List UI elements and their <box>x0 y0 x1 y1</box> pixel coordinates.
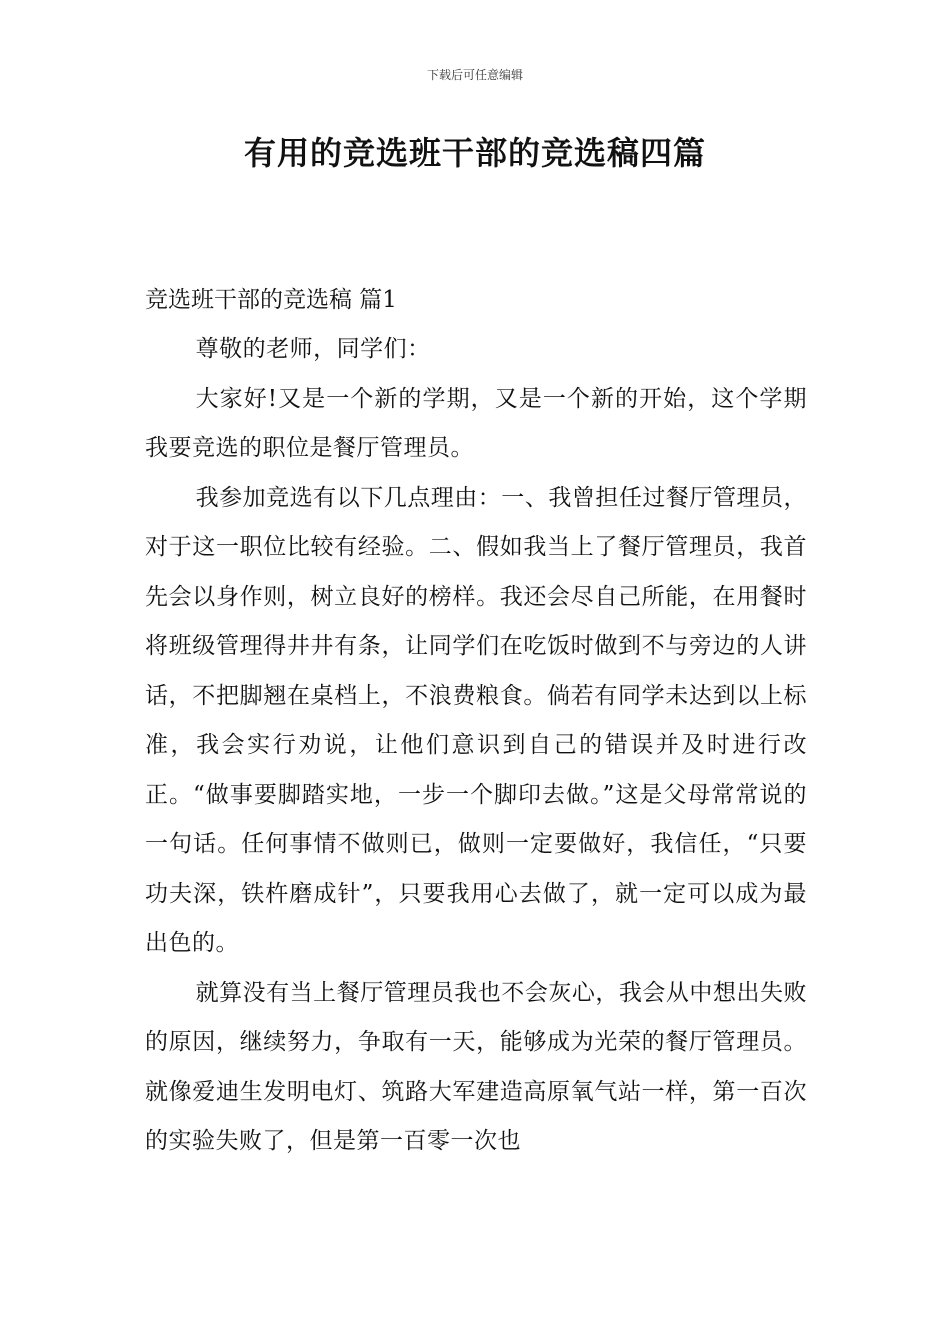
paragraph-greeting: 大家好!又是一个新的学期，又是一个新的开始，这个学期我要竞选的职位是餐厅管理员。 <box>145 385 807 461</box>
document-title: 有用的竞选班干部的竞选稿四篇 <box>243 134 706 172</box>
paragraph-perseverance: 就算没有当上餐厅管理员我也不会灰心，我会从中想出失败的原因，继续努力，争取有一天，能够成为光荣的餐厅管理员。就像爱迪生发明电灯、筑路大军建造高原氧气站一样，第一百次的实验失败了，但是第一百零一次也 <box>145 979 807 1154</box>
paragraph-salutation: 尊敬的老师，同学们： <box>195 336 431 362</box>
paragraph-reasons: 我参加竞选有以下几点理由：一、我曾担任过餐厅管理员，对于这一职位比较有经验。二、假如我当上了餐厅管理员，我首先会以身作则，树立良好的榜样。我还会尽自己所能，在用餐时将班级管理得井井有条，让同学们在吃饭时做到不与旁边的人讲话，不把脚翘在桌档上，不浪费粮食。倘若有同学未达到以上标准，我会实行劝说，让他们意识到自己的错误并及时进行改正。“做事要脚踏实地，一步一个脚印去做。”这是父母常常说的一句话。任何事情不做则已，做则一定要做好，我信任，“只要功夫深，铁杵磨成针”，只要我用心去做了，就一定可以成为最出色的。 <box>145 484 807 956</box>
header-note: 下载后可任意编辑 <box>426 68 523 82</box>
section-heading: 竞选班干部的竞选稿 篇1 <box>145 287 397 313</box>
document-body <box>145 276 807 1167</box>
